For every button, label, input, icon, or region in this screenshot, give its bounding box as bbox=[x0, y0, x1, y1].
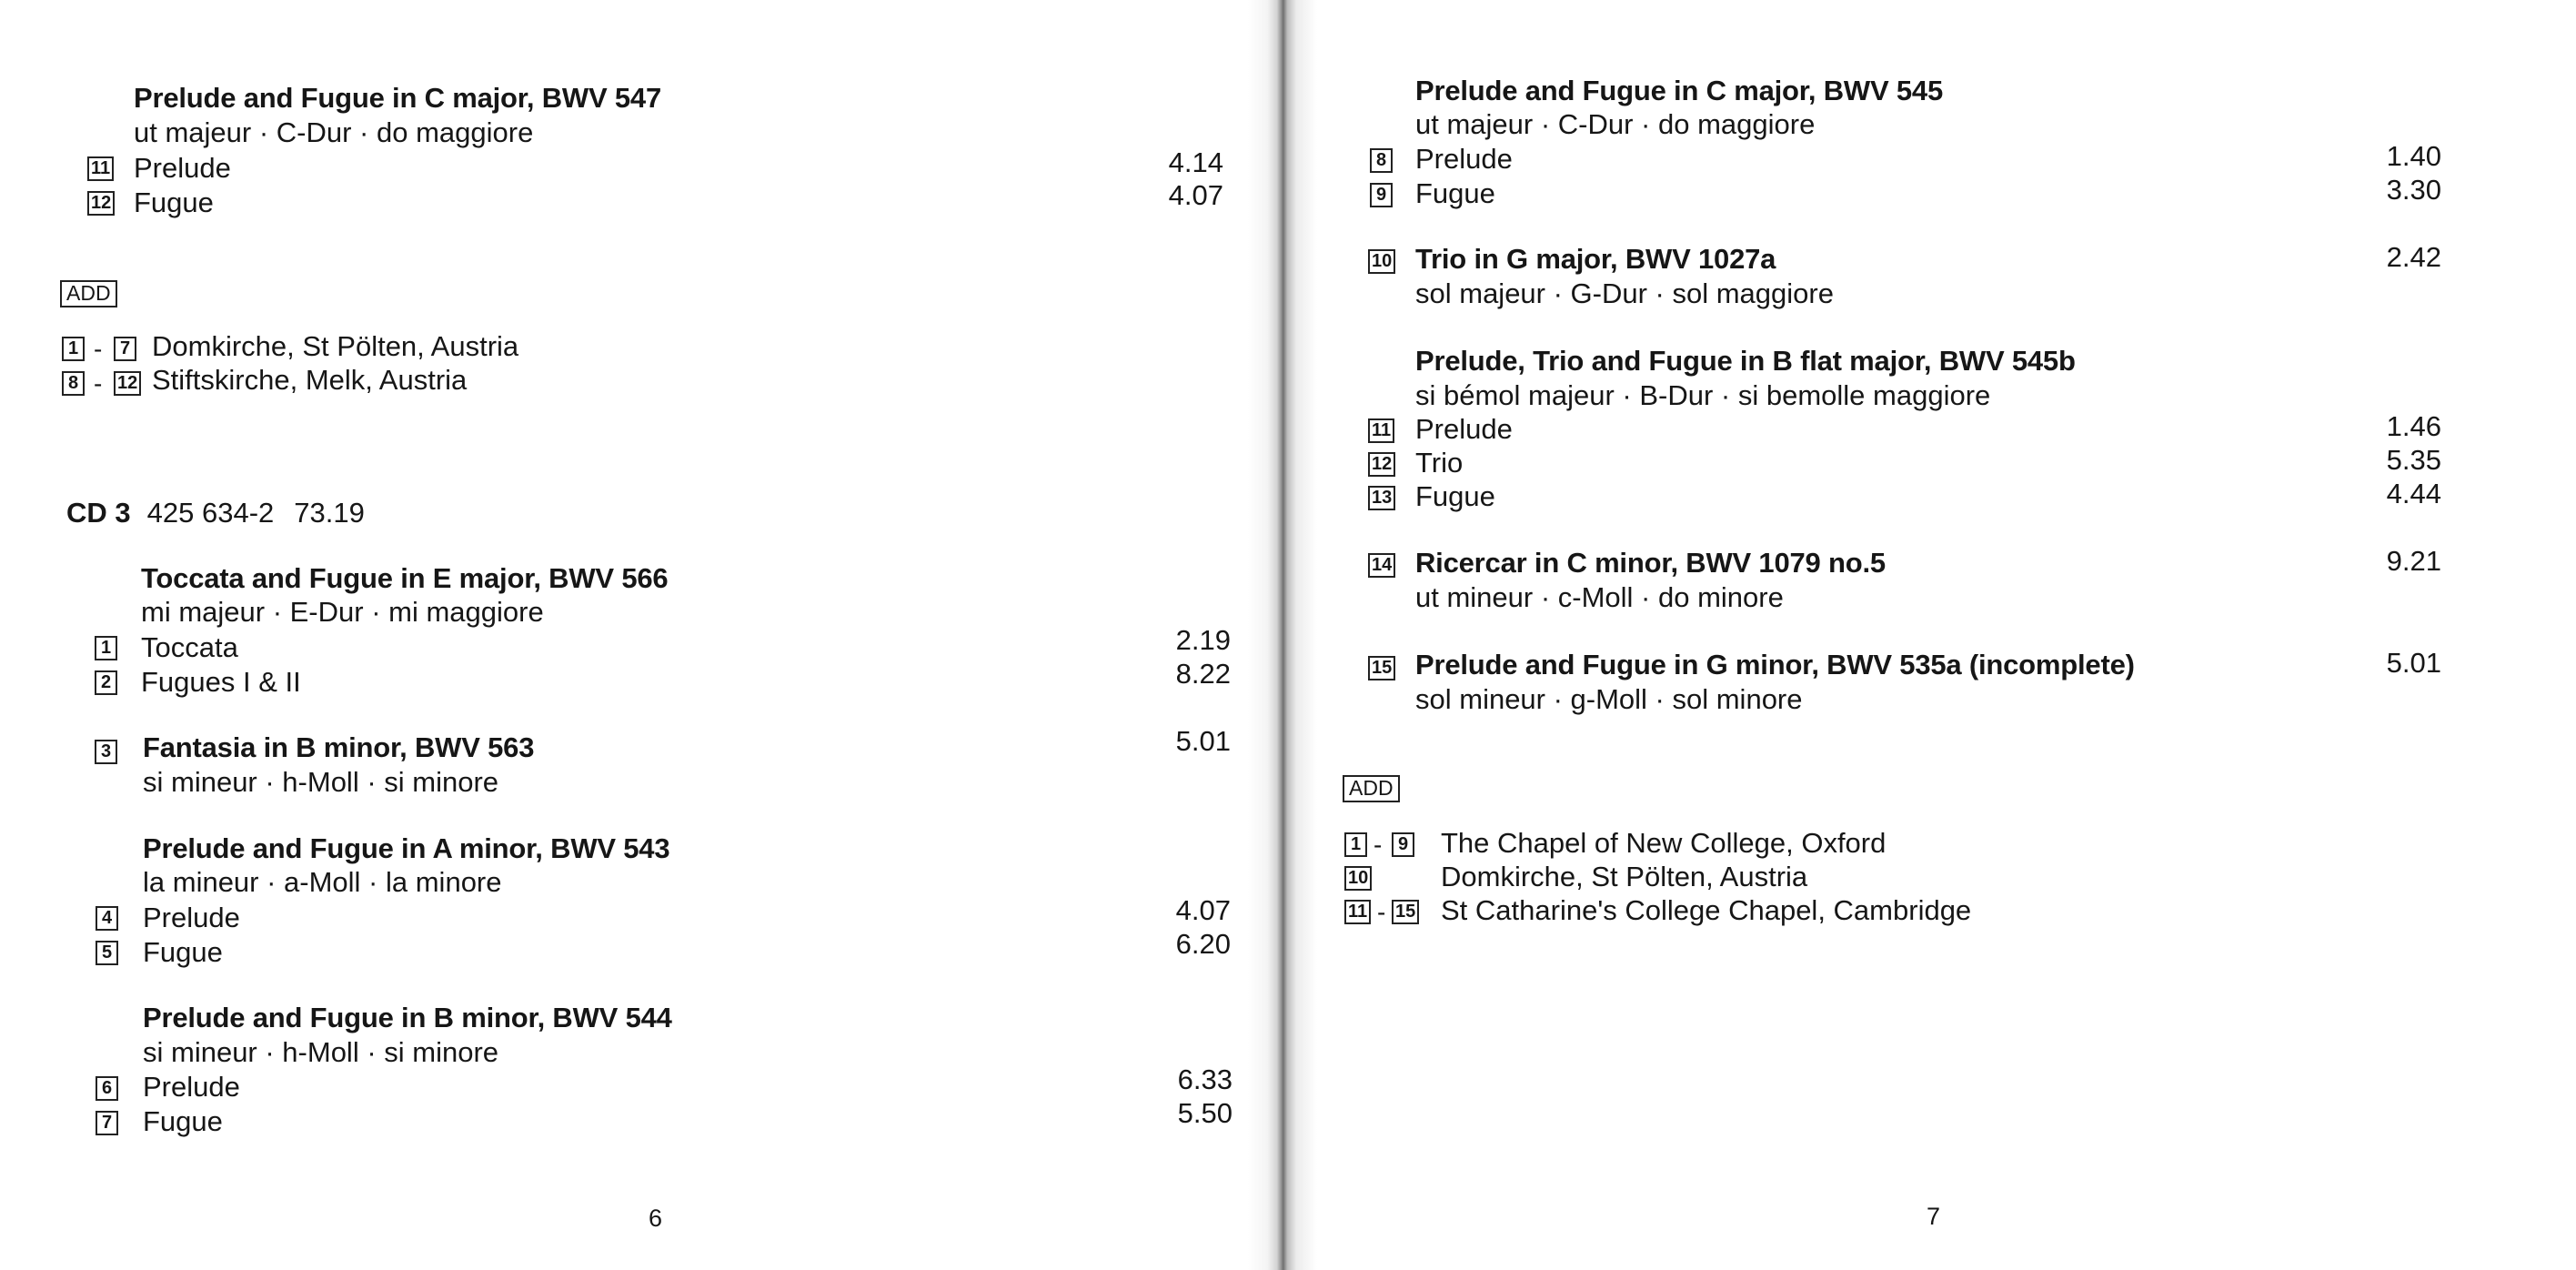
venue-name: St Catharine's College Chapel, Cambridge bbox=[1441, 894, 1972, 926]
venue-range-to: 9 bbox=[1392, 832, 1414, 857]
track-duration: 5.01 bbox=[1175, 725, 1231, 757]
work-title-bwv547: Prelude and Fugue in C major, BWV 547 bbox=[134, 82, 661, 114]
venue-name: The Chapel of New College, Oxford bbox=[1441, 827, 1887, 859]
track-duration: 4.44 bbox=[2386, 478, 2441, 509]
track-duration: 2.42 bbox=[2386, 241, 2441, 273]
track-duration: 6.33 bbox=[1177, 1063, 1233, 1095]
track-duration: 5.01 bbox=[2386, 647, 2441, 679]
work-title-bwv543: Prelude and Fugue in A minor, BWV 543 bbox=[143, 832, 670, 864]
binding-gutter bbox=[1248, 0, 1317, 1270]
venue-range-from: 10 bbox=[1344, 866, 1372, 891]
track-number: 4 bbox=[96, 906, 118, 931]
venue-name: Domkirche, St Pölten, Austria bbox=[152, 330, 519, 362]
left-page bbox=[0, 0, 1248, 1270]
track-label: Fugue bbox=[143, 936, 223, 968]
page-number: 6 bbox=[649, 1204, 663, 1232]
track-number: 10 bbox=[1368, 249, 1395, 274]
work-keys-bwv1027a: sol majeur · G-Dur · sol maggiore bbox=[1415, 277, 1834, 309]
track-duration: 3.30 bbox=[2386, 174, 2441, 206]
venue-range-to: 12 bbox=[114, 371, 141, 396]
range-dash: - bbox=[94, 335, 103, 363]
track-label: Prelude bbox=[143, 1071, 240, 1103]
page-number: 7 bbox=[1927, 1203, 1941, 1230]
work-keys-bwv544: si mineur · h-Moll · si minore bbox=[143, 1036, 499, 1068]
track-duration: 5.35 bbox=[2386, 444, 2441, 476]
work-title-bwv545: Prelude and Fugue in C major, BWV 545 bbox=[1415, 75, 1943, 106]
track-number: 2 bbox=[95, 670, 117, 695]
right-page bbox=[1317, 0, 2576, 1270]
track-label: Toccata bbox=[141, 631, 238, 663]
work-title-bwv563: Fantasia in B minor, BWV 563 bbox=[143, 731, 535, 763]
track-label: Fugue bbox=[143, 1105, 223, 1137]
cd-total-time: 73.19 bbox=[294, 497, 365, 529]
venue-range-from: 1 bbox=[1344, 832, 1367, 857]
work-title-bwv535a: Prelude and Fugue in G minor, BWV 535a (incomplete) bbox=[1415, 649, 2135, 680]
track-number: 5 bbox=[96, 941, 118, 965]
track-number: 8 bbox=[1370, 148, 1393, 173]
track-number: 12 bbox=[1368, 452, 1395, 477]
track-label: Prelude bbox=[1415, 413, 1513, 445]
track-label: Prelude bbox=[134, 152, 231, 184]
catalog-number: 425 634-2 bbox=[146, 497, 275, 529]
track-duration: 9.21 bbox=[2386, 545, 2441, 577]
track-number: 1 bbox=[95, 636, 117, 660]
track-label: Fugue bbox=[1415, 177, 1495, 209]
track-number: 11 bbox=[1368, 418, 1394, 443]
add-badge: ADD bbox=[60, 280, 117, 307]
add-badge: ADD bbox=[1343, 775, 1400, 802]
work-title-bwv1027a: Trio in G major, BWV 1027a bbox=[1415, 243, 1776, 275]
track-duration: 1.40 bbox=[2386, 140, 2441, 172]
work-keys-bwv1079: ut mineur · c-Moll · do minore bbox=[1415, 581, 1784, 613]
track-duration: 4.07 bbox=[1175, 894, 1231, 926]
cd-label: CD 3 bbox=[66, 497, 131, 529]
track-label: Trio bbox=[1415, 447, 1464, 479]
work-keys-bwv543: la mineur · a-Moll · la minore bbox=[143, 866, 502, 898]
track-label: Prelude bbox=[143, 902, 240, 933]
venue-name: Domkirche, St Pölten, Austria bbox=[1441, 861, 1808, 892]
work-keys-bwv545: ut majeur · C-Dur · do maggiore bbox=[1415, 108, 1816, 140]
work-keys-bwv547: ut majeur · C-Dur · do maggiore bbox=[134, 116, 534, 148]
track-duration: 8.22 bbox=[1175, 658, 1231, 690]
track-duration: 4.14 bbox=[1168, 146, 1223, 178]
track-label: Fugue bbox=[1415, 480, 1495, 512]
track-number: 13 bbox=[1368, 486, 1395, 510]
work-title-bwv566: Toccata and Fugue in E major, BWV 566 bbox=[141, 562, 669, 594]
range-dash: - bbox=[1377, 898, 1386, 926]
venue-name: Stiftskirche, Melk, Austria bbox=[152, 364, 468, 396]
track-number: 6 bbox=[96, 1076, 118, 1101]
track-number: 11 bbox=[87, 156, 114, 181]
work-keys-bwv566: mi majeur · E-Dur · mi maggiore bbox=[141, 596, 544, 628]
track-duration: 2.19 bbox=[1175, 624, 1231, 656]
track-number: 7 bbox=[96, 1111, 118, 1135]
track-label: Prelude bbox=[1415, 143, 1513, 175]
track-number: 14 bbox=[1368, 553, 1395, 578]
track-duration: 1.46 bbox=[2386, 410, 2441, 442]
cd-header bbox=[66, 496, 365, 530]
venue-range-from: 11 bbox=[1344, 900, 1371, 924]
venue-range-to: 7 bbox=[114, 337, 136, 361]
track-label: Fugue bbox=[134, 186, 214, 218]
track-duration: 5.50 bbox=[1177, 1097, 1233, 1129]
range-dash: - bbox=[94, 369, 103, 398]
track-duration: 4.07 bbox=[1168, 179, 1223, 211]
work-title-bwv544: Prelude and Fugue in B minor, BWV 544 bbox=[143, 1002, 672, 1033]
work-keys-bwv545b: si bémol majeur · B-Dur · si bemolle maggiore bbox=[1415, 379, 1991, 411]
track-duration: 6.20 bbox=[1175, 928, 1231, 960]
track-label: Fugues I & II bbox=[141, 666, 301, 698]
track-number: 9 bbox=[1370, 183, 1393, 207]
work-keys-bwv563: si mineur · h-Moll · si minore bbox=[143, 766, 499, 798]
venue-range-from: 8 bbox=[62, 371, 85, 396]
work-title-bwv545b: Prelude, Trio and Fugue in B flat major, BWV 545b bbox=[1415, 345, 2076, 377]
track-number: 3 bbox=[95, 740, 117, 764]
venue-range-from: 1 bbox=[62, 337, 85, 361]
venue-range-to: 15 bbox=[1392, 900, 1419, 924]
track-number: 15 bbox=[1368, 656, 1395, 680]
track-number: 12 bbox=[87, 191, 115, 216]
work-keys-bwv535a: sol mineur · g-Moll · sol minore bbox=[1415, 683, 1803, 715]
range-dash: - bbox=[1374, 831, 1383, 859]
work-title-bwv1079: Ricercar in C minor, BWV 1079 no.5 bbox=[1415, 547, 1886, 579]
